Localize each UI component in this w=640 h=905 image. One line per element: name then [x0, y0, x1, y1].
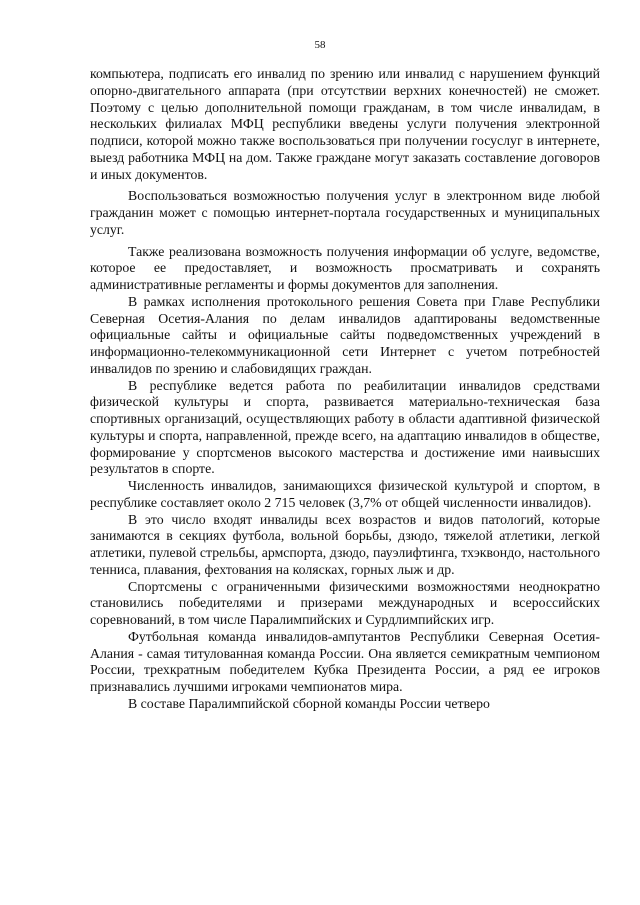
- paragraph: Спортсмены с ограниченными физическими возможностями неоднократно становились победителями и призерами международных и всероссийских соревнований, в том числе Паралимпийских и Сурдлимпийских игр.: [90, 578, 600, 627]
- paragraph: Футбольная команда инвалидов-ампутантов Республики Северная Осетия-Алания - самая титулованная команда России. Она является семикратным чемпионом России, трехкратным победителем Кубка Президента России, а ряд ее игроков признавались лучшими игроками чемпионатов мира.: [90, 628, 600, 694]
- paragraph: Также реализована возможность получения информации об услуге, ведомстве, которое ее предоставляет, и возможность просматривать и сохранять административные регламенты и формы документов для заполнения.: [90, 243, 600, 292]
- paragraph: компьютера, подписать его инвалид по зрению или инвалид с нарушением функций опорно-двигательного аппарата (при отсутствии верхних конечностей) не сможет. Поэтому с целью дополнительной помощи гражданам, в том числе инвалидам, в нескольких филиалах МФЦ республики введены услуги получения электронной подписи, которой можно также воспользоваться при получении госуслуг в интернете, выезд работника МФЦ на дом. Также граждане могут заказать составление договоров и иных документов.: [90, 66, 600, 182]
- paragraph: В это число входят инвалиды всех возрастов и видов патологий, которые занимаются в секциях футбола, вольной борьбы, дзюдо, тяжелой атлетики, легкой атлетики, пулевой стрельбы, армспорта, дзюдо, пауэлифтинга, тхэквондо, настольного тенниса, плавания, фехтования на колясках, горных лыж и др.: [90, 511, 600, 577]
- document-body: [90, 66, 600, 713]
- paragraph: В республике ведется работа по реабилитации инвалидов средствами физической культуры и спорта, развивается материально-техническая база спортивных организаций, осуществляющих работу в области адаптивной физической культуры и спорта, направленной, прежде всего, на адаптацию инвалидов в обществе, формирование у спортсменов высокого мастерства и достижение ими наивысших результатов в спорте.: [90, 377, 600, 477]
- paragraph: В рамках исполнения протокольного решения Совета при Главе Республики Северная Осетия-Алания по делам инвалидов адаптированы ведомственные официальные сайты и официальные сайты подведомственных учреждений в информационно-телекоммуникационной сети Интернет с учетом потребностей инвалидов по зрению и слабовидящих граждан.: [90, 293, 600, 376]
- page-number: 58: [314, 39, 326, 51]
- paragraph: Воспользоваться возможностью получения услуг в электронном виде любой гражданин может с помощью интернет-портала государственных и муниципальных услуг.: [90, 188, 600, 237]
- paragraph: В составе Паралимпийской сборной команды России четверо: [128, 695, 490, 711]
- paragraph: Численность инвалидов, занимающихся физической культурой и спортом, в республике составляет около 2 715 человек (3,7% от общей численности инвалидов).: [90, 478, 600, 510]
